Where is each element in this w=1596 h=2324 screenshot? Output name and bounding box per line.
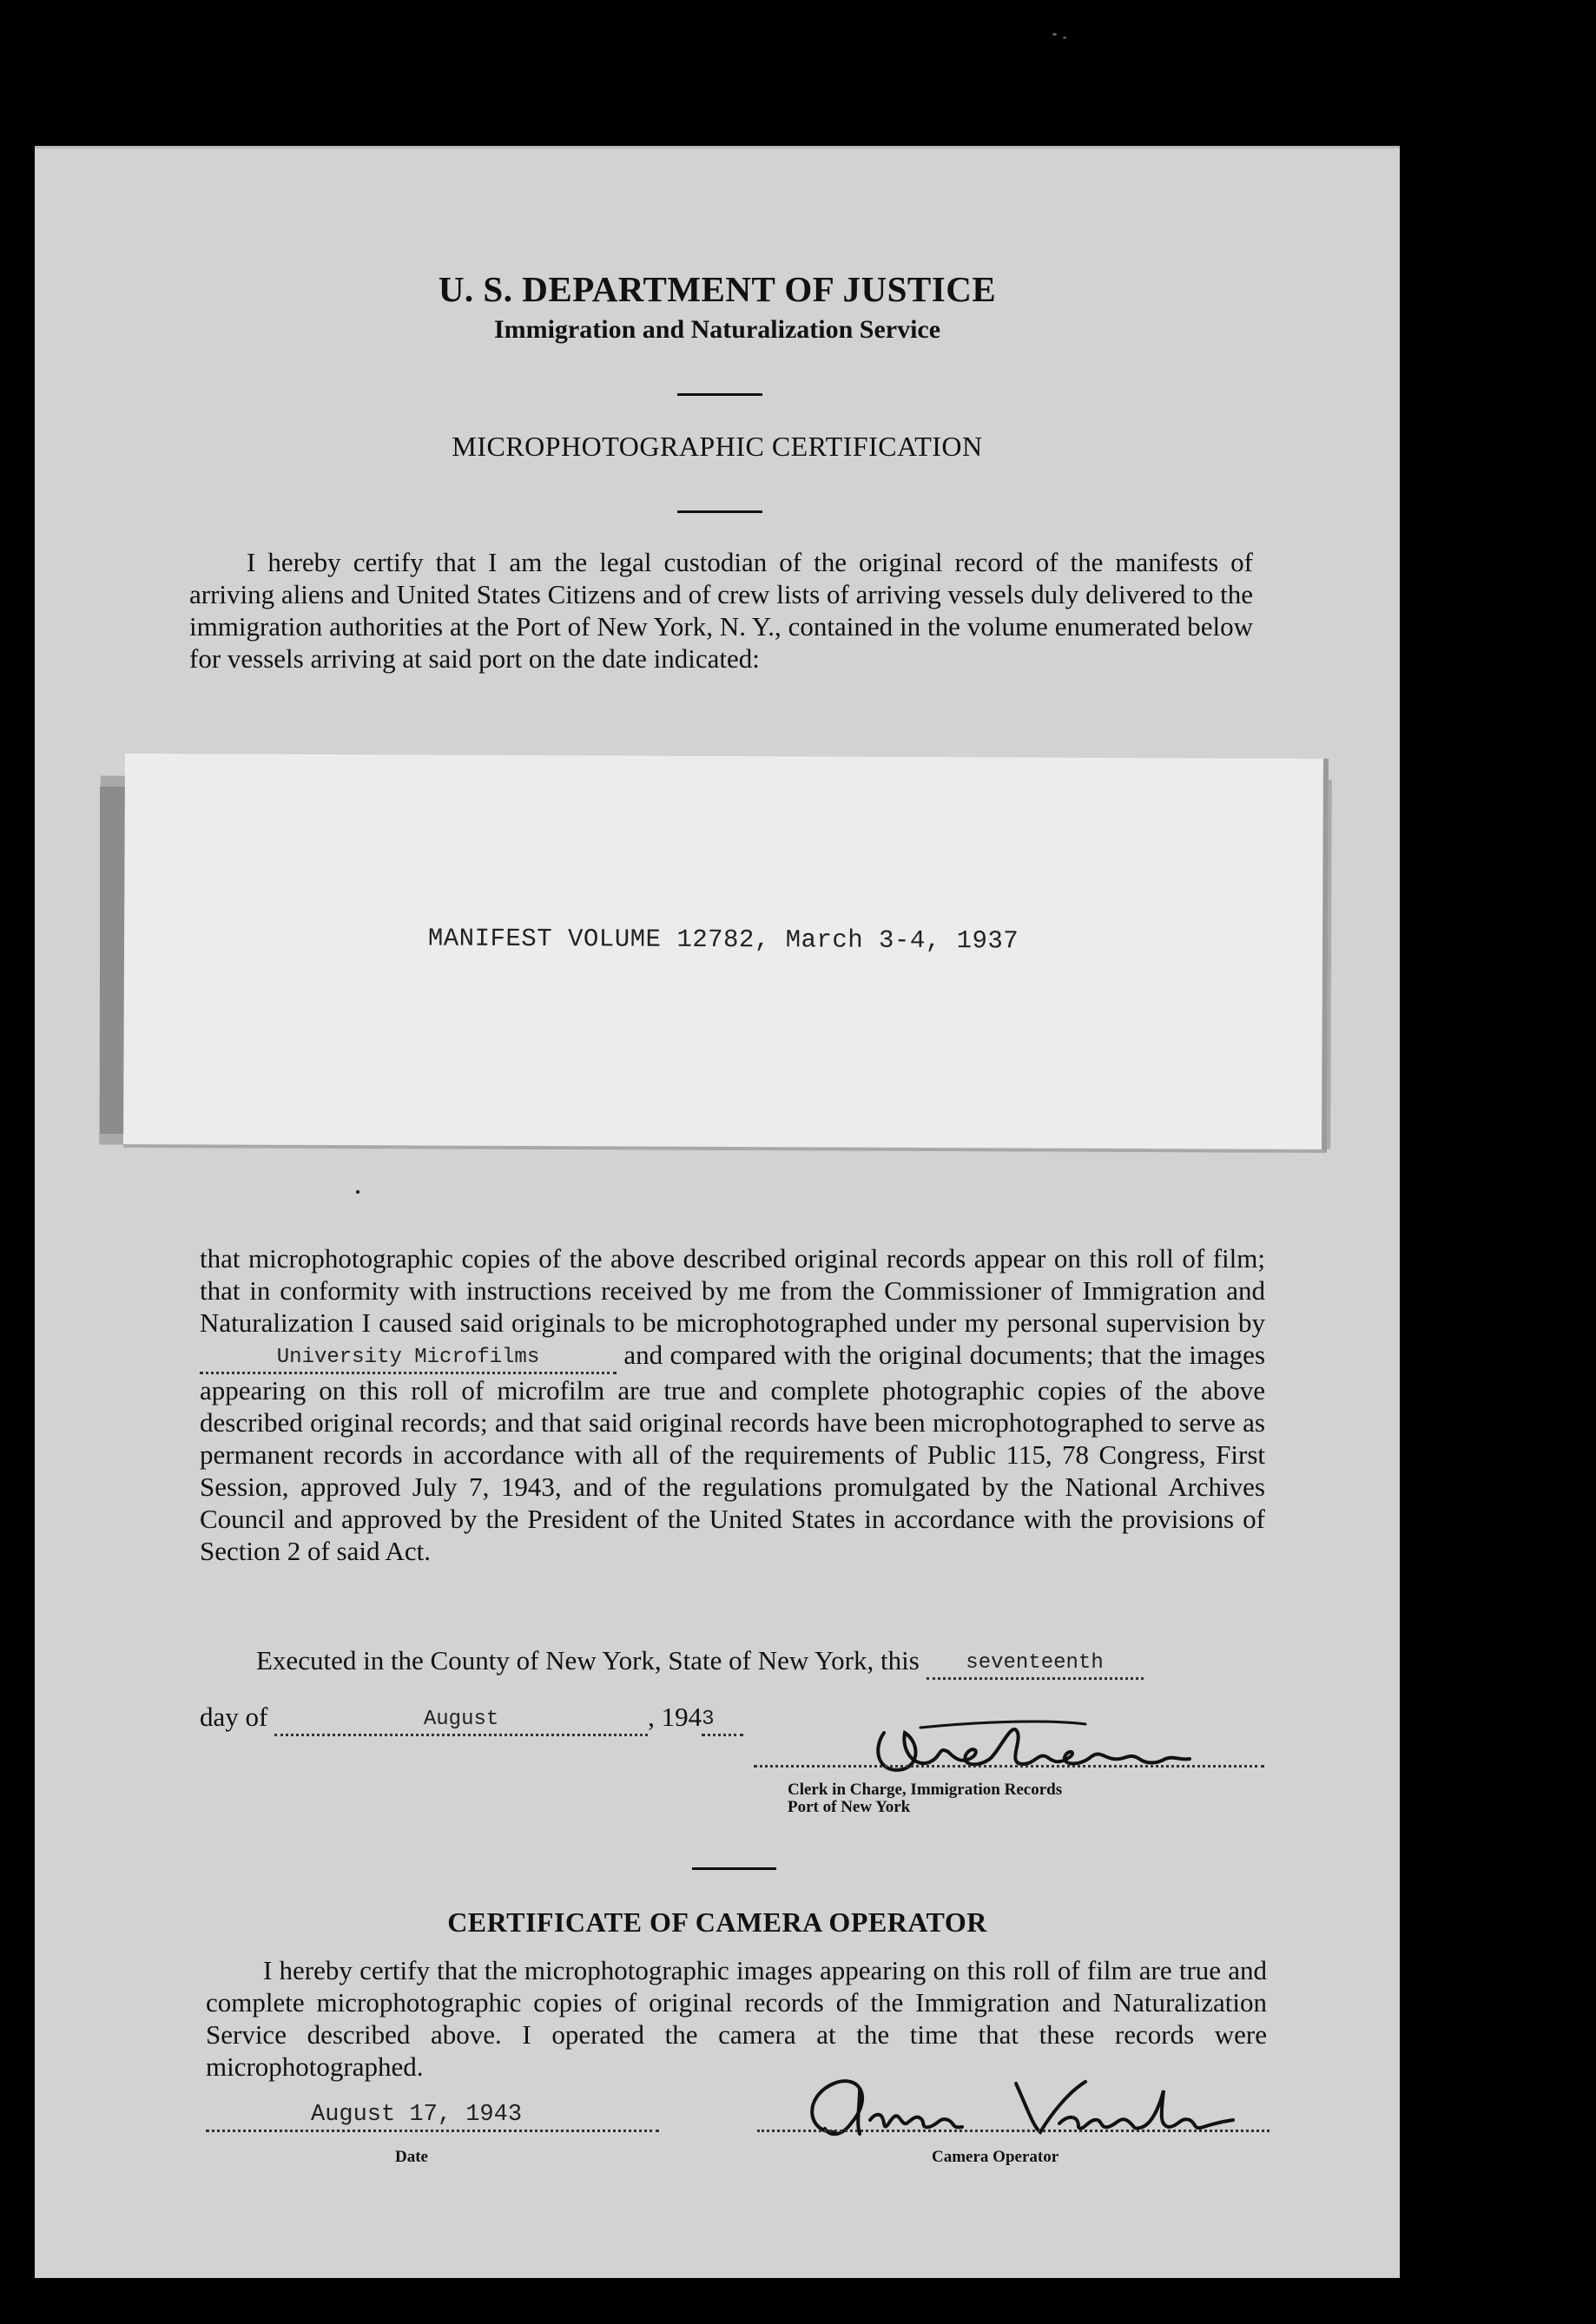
executed-prefix: Executed in the County of New York, State of New York, this (256, 1645, 920, 1676)
day-of-label: day of (200, 1702, 268, 1732)
executed-day-value: seventeenth (966, 1651, 1104, 1675)
certification-heading: MICROPHOTOGRAPHIC CERTIFICATION (452, 431, 983, 462)
year-prefix: , 194 (648, 1702, 702, 1732)
date-value: August 17, 1943 (311, 2102, 523, 2128)
camera-operator-line (757, 2130, 1270, 2132)
clerk-title-line2: Port of New York (788, 1798, 911, 1816)
divider-rule (677, 510, 762, 513)
day-of-line (200, 1701, 825, 1736)
year-fill (702, 1705, 743, 1736)
clerk-title-line1: Clerk in Charge, Immigration Records (788, 1781, 1063, 1799)
department-title: U. S. DEPARTMENT OF JUSTICE (438, 269, 997, 309)
film-speck (356, 1190, 359, 1194)
slip-edge (100, 787, 126, 1134)
film-speck (1052, 33, 1057, 36)
body-text-part1: that microphotographic copies of the above described original records appear on this roll of film; that in conformity with instructions received by me from the Commissioner of Immigration and Naturalization I caused said originals to be microphotographed under my personal supervision by (200, 1243, 1265, 1338)
film-speck (1063, 36, 1066, 39)
camera-operator-statement: I hereby certify that the microphotographic images appearing on this roll of film are true and complete microphotographic copies of original records of the Immigration and Naturalization Service described above. I operated the camera at the time that these records were microphotographed. (206, 1955, 1267, 2082)
clerk-signature (868, 1707, 1216, 1789)
supervisor-fill (200, 1343, 617, 1374)
clerk-signature-line (754, 1765, 1264, 1768)
manifest-volume-label: MANIFEST VOLUME 12782, March 3-4, 1937 (427, 924, 1019, 956)
supervisor-value: University Microfilms (276, 1346, 540, 1369)
certification-body (200, 1242, 1265, 1567)
executed-day-fill (927, 1649, 1144, 1680)
certificate-page (35, 146, 1400, 2278)
volume-slip (123, 754, 1329, 1153)
month-value: August (423, 1708, 499, 1731)
month-fill (274, 1705, 648, 1736)
service-subtitle: Immigration and Naturalization Service (493, 315, 941, 344)
camera-operator-label: Camera Operator (932, 2148, 1059, 2166)
divider-rule (677, 393, 762, 396)
divider-rule (692, 1867, 776, 1870)
camera-operator-heading: CERTIFICATE OF CAMERA OPERATOR (447, 1906, 987, 1938)
year-value: 3 (702, 1708, 715, 1731)
body-text-part2: and compared with the original documents; that the images appearing on this roll of microfilm are true and complete photographic copies of the above described original records; and that said original records have been microphotographed to serve as permanent records in accordance with all of the requirements of Public 115, 78 Congress, First Session, approved July 7, 1943, and of the regulations promulgated by the National Archives Council and approved by the President of the United States in accordance with the provisions of Section 2 of said Act. (200, 1340, 1266, 1566)
camera-operator-signature (799, 2071, 1285, 2154)
date-label: Date (395, 2148, 428, 2166)
intro-paragraph: I hereby certify that I am the legal custodian of the original record of the manifests of arriving aliens and United States Citizens and of crew lists of arriving vessels duly delivered to the immigration authorities at the Port of New York, N. Y., contained in the volume enumerated below for vessels arriving at said port on the date indicated: (189, 547, 1253, 674)
executed-line (256, 1644, 1272, 1680)
date-line (206, 2130, 659, 2132)
